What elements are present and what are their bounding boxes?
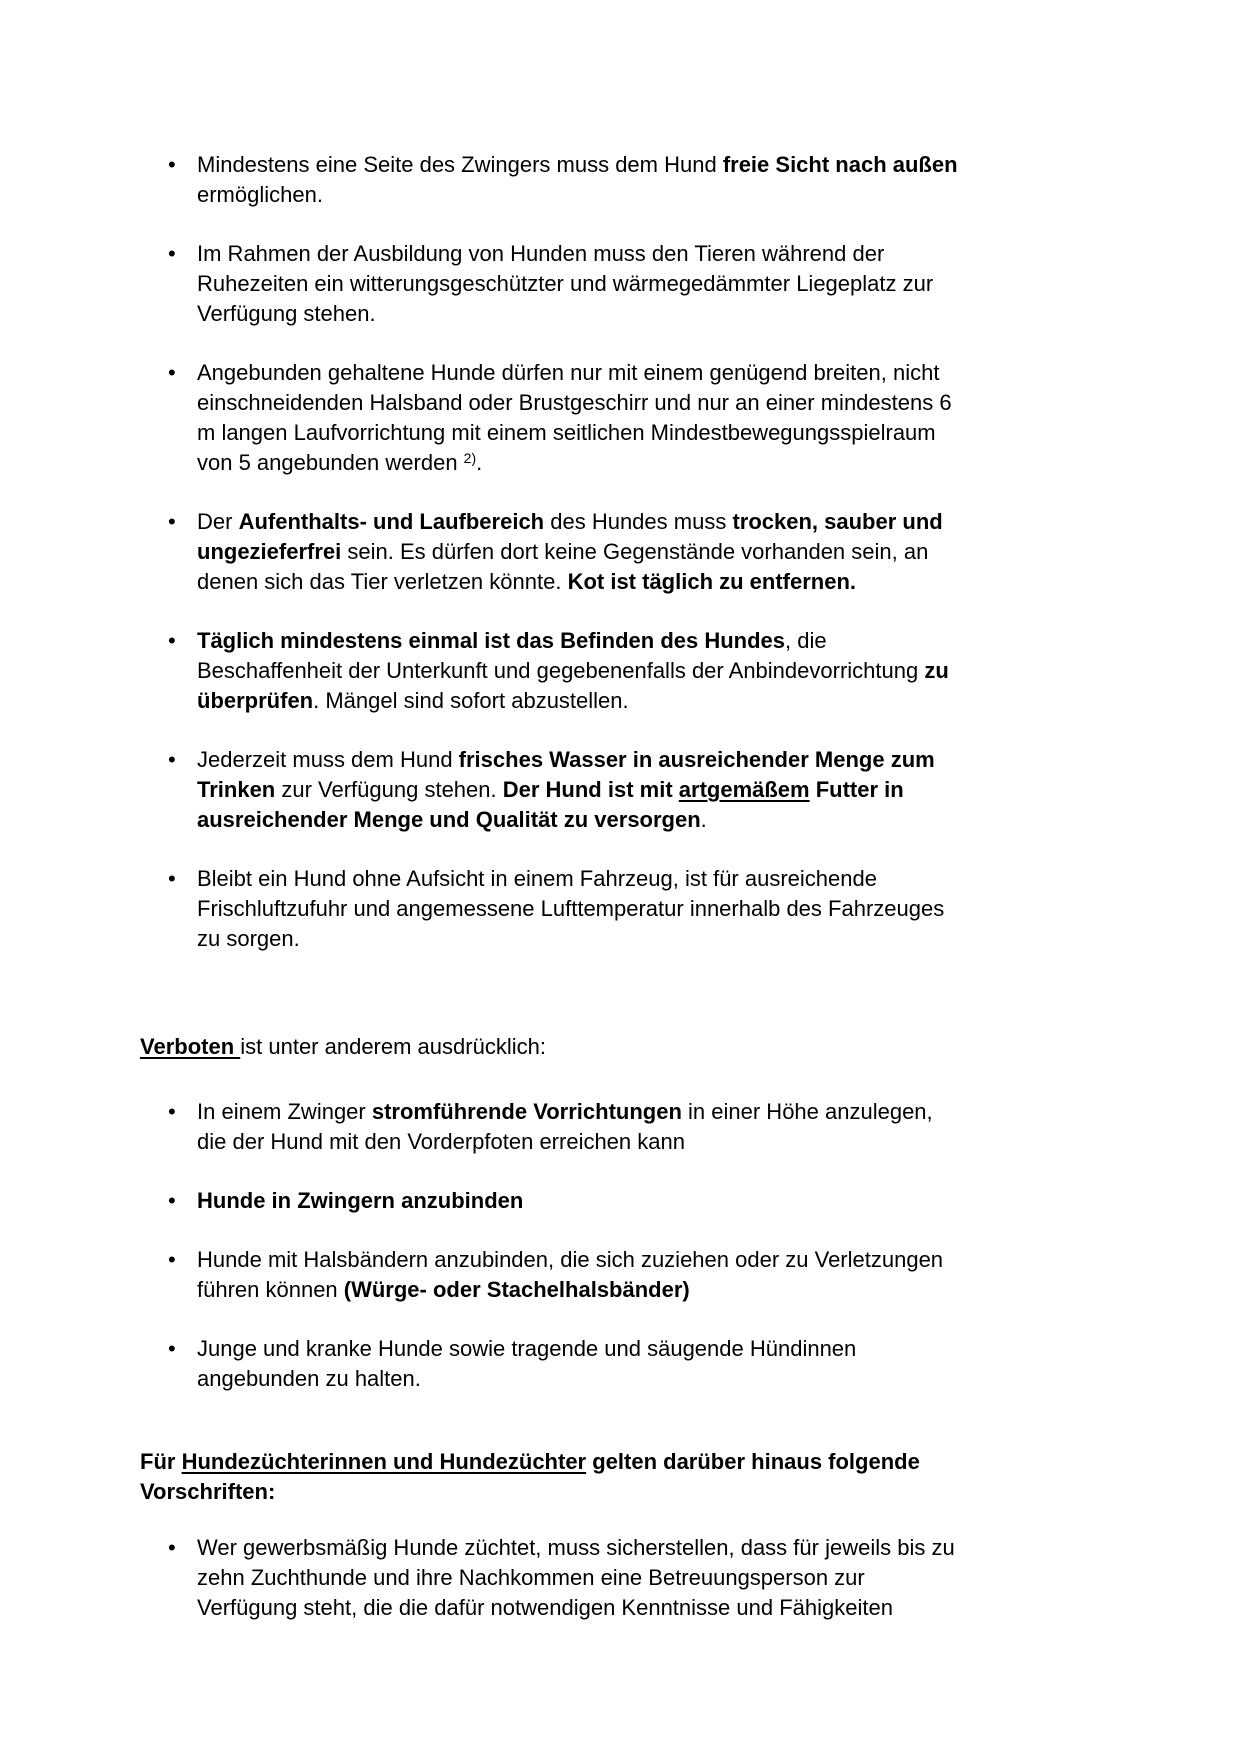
text-run: trocken, sauber und bbox=[732, 509, 943, 534]
text-run: ungezieferfrei bbox=[197, 539, 342, 564]
text-run: Verfügung steht, die die dafür notwendigen Kenntnisse und Fähigkeiten bbox=[197, 1595, 893, 1620]
text-run: Hunde mit Halsbändern anzubinden, die sich zuziehen oder zu Verletzungen bbox=[197, 1247, 944, 1272]
text-run: Frischluftzufuhr und angemessene Lufttemperatur innerhalb des Fahrzeuges bbox=[197, 896, 945, 921]
text-run: Kot ist täglich zu entfernen. bbox=[567, 569, 857, 594]
text-run: in einer Höhe anzulegen, bbox=[681, 1099, 933, 1124]
text-run: m langen Laufvorrichtung mit einem seitlichen Mindestbewegungsspielraum bbox=[197, 420, 936, 445]
list-item bbox=[140, 1097, 1140, 1157]
text-run: freie Sicht nach außen bbox=[722, 152, 958, 177]
text-run: Futter in bbox=[809, 777, 904, 802]
text-run: zehn Zuchthunde und ihre Nachkommen eine Betreuungsperson zur bbox=[197, 1565, 865, 1590]
list-item-text bbox=[197, 358, 1140, 478]
text-run: ist unter anderem ausdrücklich: bbox=[240, 1034, 546, 1059]
text-run: , die bbox=[785, 628, 827, 653]
bullet-icon: • bbox=[168, 1188, 176, 1213]
text-run: (Würge- oder Stachelhalsbänder) bbox=[343, 1277, 690, 1302]
list-item bbox=[140, 358, 1140, 478]
text-run: Verboten bbox=[140, 1034, 241, 1059]
list-item bbox=[140, 1334, 1140, 1394]
list-item bbox=[140, 626, 1140, 716]
text-run: ermöglichen. bbox=[197, 182, 323, 207]
superscript-footnote-ref: 2) bbox=[463, 450, 477, 466]
bullet-list bbox=[140, 1533, 1140, 1652]
text-run: Hundezüchterinnen und Hundezüchter bbox=[181, 1449, 587, 1474]
text-run: des Hundes muss bbox=[544, 509, 733, 534]
text-run: Der Hund ist mit bbox=[502, 777, 679, 802]
list-item-text bbox=[197, 1245, 1140, 1305]
list-item-text bbox=[197, 507, 1140, 597]
bullet-icon: • bbox=[168, 1535, 176, 1560]
text-run: Beschaffenheit der Unterkunft und gegebenenfalls der Anbindevorrichtung bbox=[197, 658, 925, 683]
text-run: überprüfen bbox=[197, 688, 314, 713]
text-run: Trinken bbox=[197, 777, 276, 802]
list-item bbox=[140, 864, 1140, 954]
text-run: Vorschriften: bbox=[140, 1479, 276, 1504]
bullet-icon: • bbox=[168, 866, 176, 891]
text-run: frisches Wasser in ausreichender Menge zum bbox=[458, 747, 935, 772]
list-item bbox=[140, 239, 1140, 329]
text-run: einschneidenden Halsband oder Brustgeschirr und nur an einer mindestens 6 bbox=[197, 390, 952, 415]
section-heading bbox=[140, 1032, 1140, 1062]
text-run: gelten darüber hinaus folgende bbox=[586, 1449, 920, 1474]
list-item-text bbox=[197, 745, 1140, 835]
document-body bbox=[140, 150, 1140, 1652]
text-run: führen können bbox=[197, 1277, 344, 1302]
list-item bbox=[140, 1533, 1140, 1623]
text-run: stromführende Vorrichtungen bbox=[371, 1099, 682, 1124]
text-run: Täglich mindestens einmal ist das Befinden des Hundes bbox=[197, 628, 786, 653]
text-run: Wer gewerbsmäßig Hunde züchtet, muss sicherstellen, dass für jeweils bis zu bbox=[197, 1535, 955, 1560]
text-run: denen sich das Tier verletzen könnte. bbox=[197, 569, 568, 594]
text-run: Hunde in Zwingern anzubinden bbox=[197, 1188, 524, 1213]
bullet-icon: • bbox=[168, 241, 176, 266]
text-run: artgemäßem bbox=[678, 777, 810, 802]
list-item-text bbox=[197, 239, 1140, 329]
bullet-list bbox=[140, 1097, 1140, 1423]
text-run: . Mängel sind sofort abzustellen. bbox=[313, 688, 629, 713]
bullet-list bbox=[140, 150, 1140, 983]
list-item-text bbox=[197, 864, 1140, 954]
list-item bbox=[140, 1245, 1140, 1305]
text-run: In einem Zwinger bbox=[197, 1099, 372, 1124]
text-run: zu bbox=[924, 658, 949, 683]
text-run: Für bbox=[140, 1449, 182, 1474]
list-item-text bbox=[197, 1334, 1140, 1394]
bullet-icon: • bbox=[168, 1099, 176, 1124]
list-item-text bbox=[197, 150, 1140, 210]
list-item bbox=[140, 745, 1140, 835]
text-run: Junge und kranke Hunde sowie tragende und säugende Hündinnen bbox=[197, 1336, 857, 1361]
bullet-icon: • bbox=[168, 1336, 176, 1361]
list-item-text bbox=[197, 1186, 1140, 1216]
text-run: . bbox=[476, 450, 483, 475]
text-run: Angebunden gehaltene Hunde dürfen nur mit einem genügend breiten, nicht bbox=[197, 360, 940, 385]
list-item-text bbox=[197, 1097, 1140, 1157]
bullet-icon: • bbox=[168, 628, 176, 653]
text-run: ausreichender Menge und Qualität zu versorgen bbox=[197, 807, 701, 832]
text-run: Der bbox=[197, 509, 239, 534]
bullet-icon: • bbox=[168, 1247, 176, 1272]
text-run: Mindestens eine Seite des Zwingers muss dem Hund bbox=[197, 152, 723, 177]
text-run: zur Verfügung stehen. bbox=[275, 777, 503, 802]
list-item-text bbox=[197, 626, 1140, 716]
text-run: zu sorgen. bbox=[197, 926, 300, 951]
list-item bbox=[140, 150, 1140, 210]
list-item-text bbox=[197, 1533, 1140, 1623]
text-run: Jederzeit muss dem Hund bbox=[197, 747, 459, 772]
text-run: Ruhezeiten ein witterungsgeschützter und wärmegedämmter Liegeplatz zur bbox=[197, 271, 934, 296]
text-run: von 5 angebunden werden bbox=[197, 450, 464, 475]
text-run: Aufenthalts- und Laufbereich bbox=[238, 509, 545, 534]
text-run: Verfügung stehen. bbox=[197, 301, 376, 326]
text-run: Bleibt ein Hund ohne Aufsicht in einem Fahrzeug, ist für ausreichende bbox=[197, 866, 877, 891]
text-run: . bbox=[700, 807, 707, 832]
bullet-icon: • bbox=[168, 152, 176, 177]
text-run: angebunden zu halten. bbox=[197, 1366, 421, 1391]
bullet-icon: • bbox=[168, 509, 176, 534]
bullet-icon: • bbox=[168, 747, 176, 772]
section-heading bbox=[140, 1447, 1140, 1507]
text-run: Im Rahmen der Ausbildung von Hunden muss den Tieren während der bbox=[197, 241, 885, 266]
text-run: die der Hund mit den Vorderpfoten erreichen kann bbox=[197, 1129, 685, 1154]
list-item bbox=[140, 507, 1140, 597]
list-item bbox=[140, 1186, 1140, 1216]
bullet-icon: • bbox=[168, 360, 176, 385]
text-run: sein. Es dürfen dort keine Gegenstände vorhanden sein, an bbox=[341, 539, 929, 564]
